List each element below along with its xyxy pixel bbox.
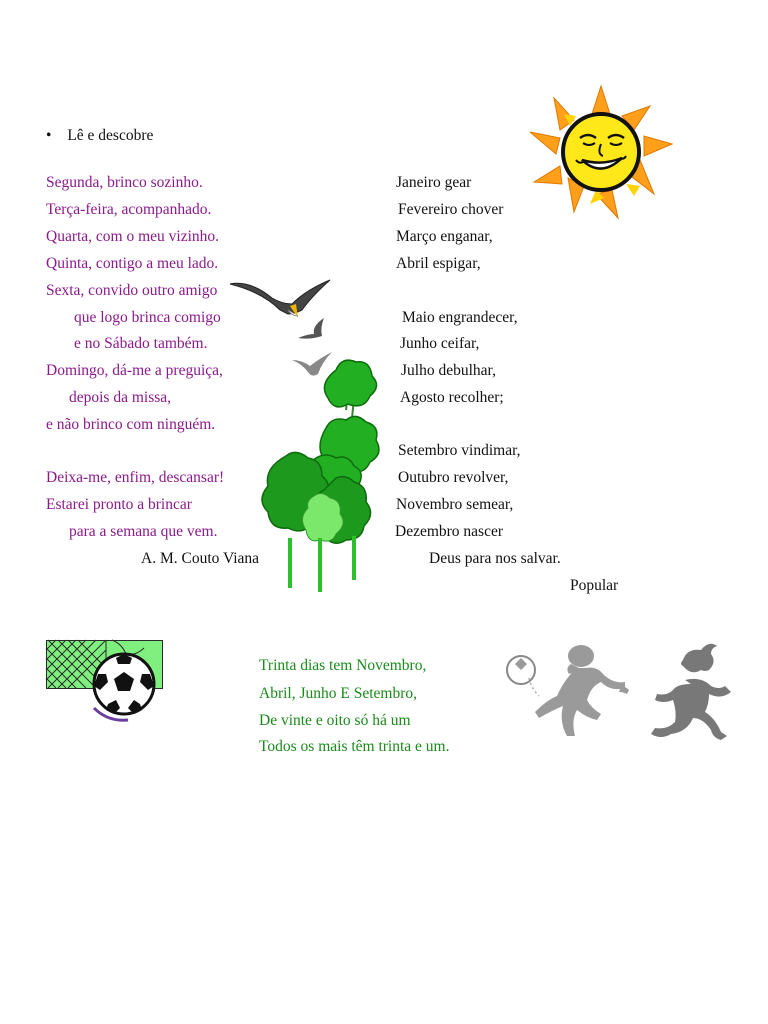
poem-right-line: Janeiro gear [396,174,472,191]
poem-left-line: Deixa-me, enfim, descansar! [46,469,225,486]
kids-playing-icon [505,642,737,752]
poem-left-author: A. M. Couto Viana [141,550,260,567]
poem-right-line: Outubro revolver, [398,469,509,486]
poem-right-line: Abril espigar, [396,255,481,272]
poem-left-line: Quarta, com o meu vizinho. [46,228,220,245]
heading-text: Lê e descobre [67,127,154,144]
poem-left-line: Quinta, contigo a meu lado. [46,255,219,272]
poem-right-line: Maio engrandecer, [402,309,518,326]
poem-left-line: depois da missa, [69,389,172,406]
poem-right-line: Deus para nos salvar. [429,550,561,567]
poem-right-line: Agosto recolher; [400,389,504,406]
poem-left-line: Terça-feira, acompanhado. [46,201,212,218]
poem-left-line: que logo brinca comigo [74,309,221,326]
poem-right-author: Popular [570,577,619,594]
poem-right-line: Dezembro nascer [395,523,504,540]
poem-bottom-line: Trinta dias tem Novembro, [259,657,427,674]
poem-right-line: Junho ceifar, [400,335,480,352]
poem-left-line: Sexta, convido outro amigo [46,282,218,299]
poem-bottom-line: Abril, Junho E Setembro, [259,685,417,702]
trees-icon [262,358,382,592]
sun-icon [530,86,672,218]
poem-right-line: Novembro semear, [396,496,514,513]
poem-bottom-line: Todos os mais têm trinta e um. [259,738,450,755]
poem-right-line: Setembro vindimar, [398,442,521,459]
poem-right-line: Julho debulhar, [401,362,496,379]
poem-right-line: Março enganar, [396,228,493,245]
poem-left-line: Domingo, dá-me a preguiça, [46,362,223,379]
soccer-ball-icon [88,650,160,722]
heading [46,128,153,144]
poem-right-line: Fevereiro chover [398,201,504,218]
bullet: • [46,127,52,144]
poem-left-line: e no Sábado também. [74,335,208,352]
poem-left-line: para a semana que vem. [69,523,218,540]
poem-bottom-line: De vinte e oito só há um [259,712,411,729]
poem-left-line: e não brinco com ninguém. [46,416,216,433]
poem-left-line: Estarei pronto a brincar [46,496,192,513]
poem-left-line: Segunda, brinco sozinho. [46,174,203,191]
